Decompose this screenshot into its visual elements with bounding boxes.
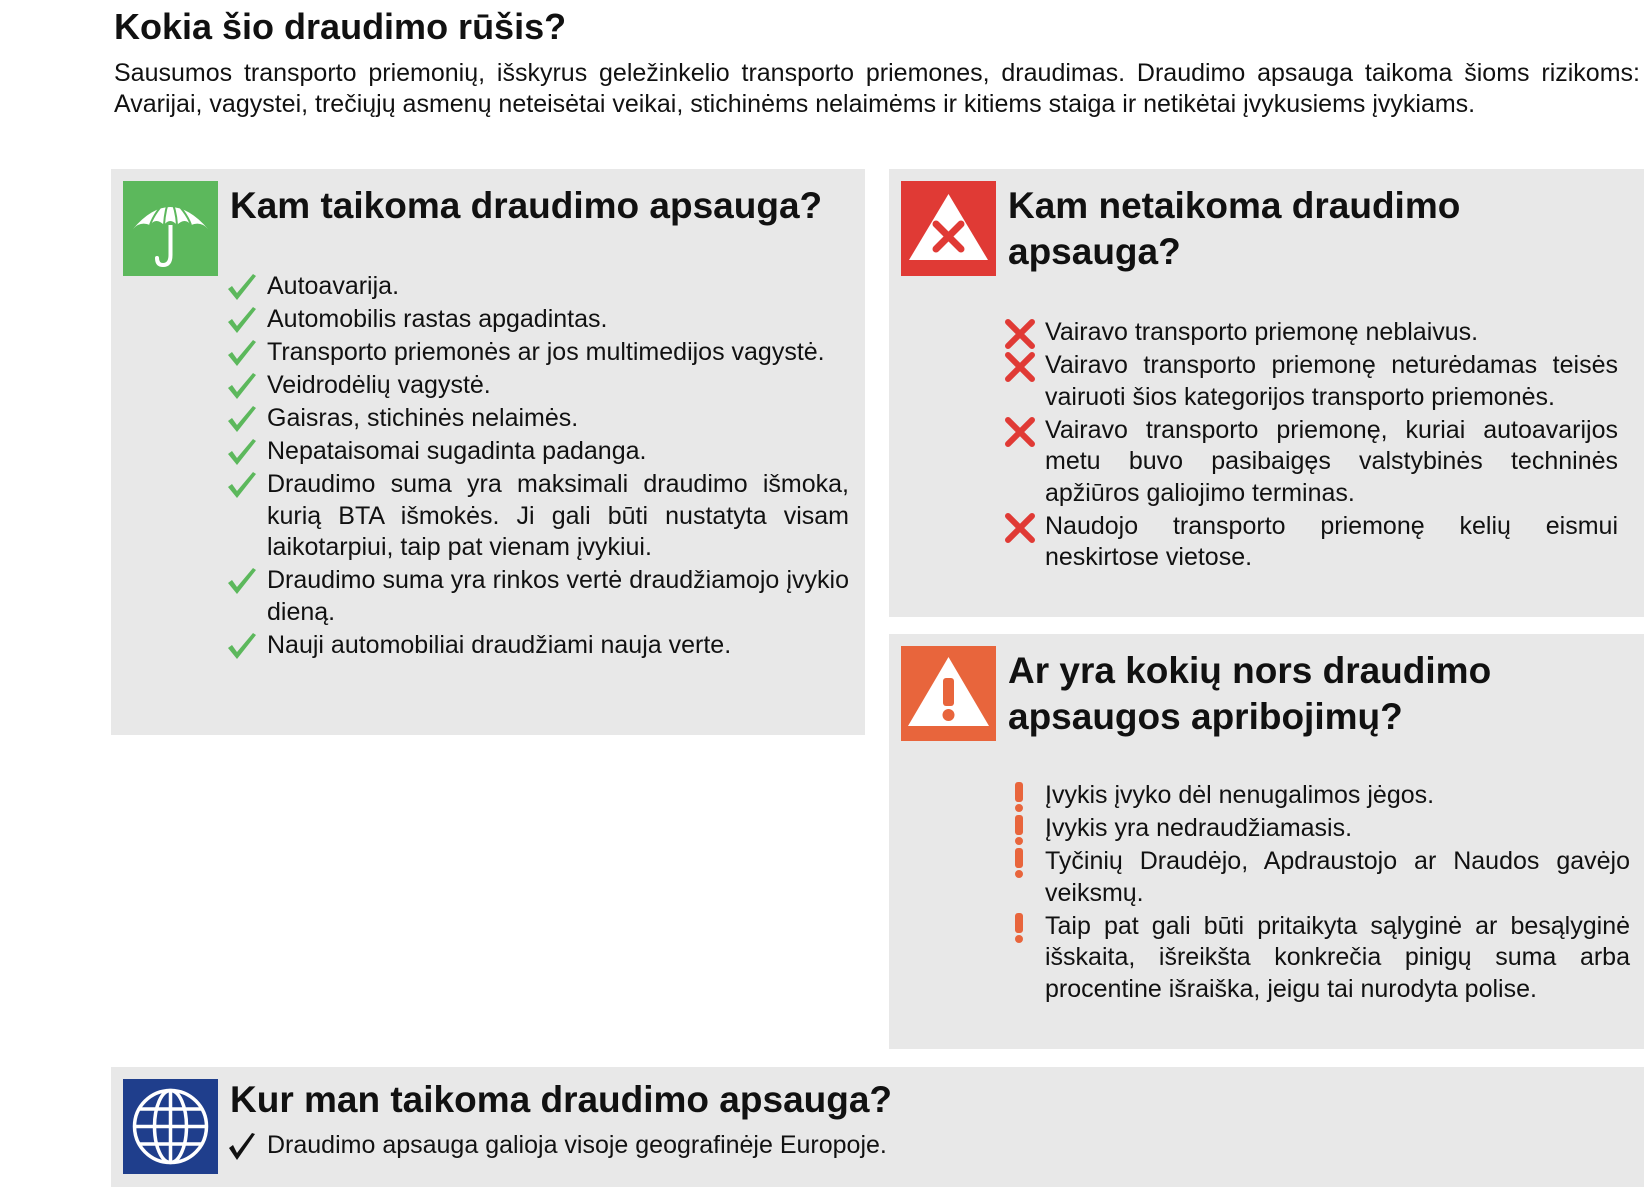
list-item (230, 337, 849, 369)
excluded-list (1008, 317, 1618, 575)
list-item-text: Vairavo transporto priemonę neturėdamas teisės vairuoti šios kategorijos transporto priemonės. (1045, 351, 1618, 411)
list-item (1008, 350, 1618, 413)
list-item (1008, 813, 1630, 845)
list-item (230, 370, 849, 402)
list-item (230, 1130, 1626, 1162)
exclamation-icon (1004, 913, 1036, 943)
check-icon (226, 438, 258, 468)
covered-heading: Kam taikoma draudimo apsauga? (230, 185, 823, 226)
exclamation-icon (1004, 815, 1036, 845)
list-item-text: Nepataisomai sugadinta padanga. (267, 437, 647, 465)
list-item (230, 436, 849, 468)
restrictions-list (1008, 780, 1630, 1007)
where-heading: Kur man taikoma draudimo apsauga? (230, 1079, 893, 1120)
list-item (1008, 415, 1618, 510)
cross-icon (1004, 352, 1036, 382)
list-item (1008, 511, 1618, 574)
list-item-text: Tyčinių Draudėjo, Apdraustojo ar Naudos gavėjo veiksmų. (1045, 847, 1630, 907)
where-list (230, 1130, 1626, 1163)
document-title: Kokia šio draudimo rūšis? (114, 6, 567, 47)
check-icon (226, 471, 258, 501)
list-item-text: Gaisras, stichinės nelaimės. (267, 404, 579, 432)
list-item (230, 403, 849, 435)
check-icon (226, 372, 258, 402)
list-item-text: Įvykis įvyko dėl nenugalimos jėgos. (1045, 781, 1435, 809)
covered-panel (111, 169, 865, 735)
intro-paragraph: Sausumos transporto priemonių, išskyrus geležinkelio transporto priemones, draudimas. Draudimo apsauga taikoma šioms rizikoms: Avarijai, vagystei, trečiųjų asmenų neteisėtai veikai, stichinėms nelaimėms ir kitiems staiga ir netikėtai įvykusiems įvykiams. (114, 59, 1640, 118)
list-item-text: Transporto priemonės ar jos multimedijos vagystė. (267, 338, 825, 366)
list-item (230, 304, 849, 336)
exclamation-icon (1004, 848, 1036, 878)
list-item-text: Nauji automobiliai draudžiami nauja verte. (267, 630, 732, 659)
list-item-text: Draudimo apsauga galioja visoje geografinėje Europoje. (267, 1131, 887, 1159)
list-item-text: Vairavo transporto priemonę neblaivus. (1045, 318, 1479, 346)
list-item (230, 271, 849, 303)
list-item-text: Naudojo transporto priemonę kelių eismui neskirtose vietose. (1045, 511, 1618, 571)
list-item (1008, 846, 1630, 909)
list-item (230, 469, 849, 564)
cross-icon (1004, 513, 1036, 543)
list-item-text: Draudimo suma yra maksimali draudimo išmoka, kurią BTA išmokės. Ji gali būti nustatyta visam laikotarpiui, taip pat vienam įvykiui. (267, 470, 849, 561)
where-panel (111, 1067, 1644, 1187)
list-item-text: Vairavo transporto priemonę, kuriai autoavarijos metu buvo pasibaigęs valstybinės techninės apžiūros galiojimo terminas. (1045, 415, 1618, 507)
list-item-text: Automobilis rastas apgadintas. (267, 305, 608, 333)
check-icon (226, 273, 258, 303)
list-item-text: Veidrodėlių vagystė. (267, 371, 491, 399)
list-item (1008, 780, 1630, 812)
umbrella-icon (123, 181, 218, 276)
globe-icon (123, 1079, 218, 1174)
restrictions-panel (889, 634, 1644, 1049)
check-icon (226, 632, 258, 662)
list-item-text: Draudimo suma yra rinkos vertė draudžiamojo įvykio dieną. (267, 566, 849, 626)
excluded-heading: Kam netaikoma draudimo apsauga? (1008, 185, 1461, 272)
list-item-text: Taip pat gali būti pritaikyta sąlyginė ar besąlyginė išskaita, išreikšta konkrečia pinigų suma arba procentine išraiška, jeigu tai nurodyta polise. (1045, 911, 1630, 1003)
covered-list (230, 271, 849, 663)
list-item (230, 630, 849, 662)
cross-icon (1004, 417, 1036, 447)
warning-exclamation-icon (901, 646, 996, 741)
list-item-text: Autoavarija. (267, 272, 400, 300)
check-icon (226, 405, 258, 435)
check-icon (226, 306, 258, 336)
list-item-text: Įvykis yra nedraudžiamasis. (1045, 814, 1353, 842)
check-icon (226, 1132, 258, 1162)
check-icon (226, 339, 258, 369)
list-item (230, 565, 849, 628)
cross-icon (1004, 319, 1036, 349)
excluded-panel (889, 169, 1644, 617)
exclamation-icon (1004, 782, 1036, 812)
restrictions-heading: Ar yra kokių nors draudimo apsaugos apribojimų? (1008, 650, 1492, 737)
list-item (1008, 911, 1630, 1006)
warning-cross-icon (901, 181, 996, 276)
list-item (1008, 317, 1618, 349)
check-icon (226, 567, 258, 597)
